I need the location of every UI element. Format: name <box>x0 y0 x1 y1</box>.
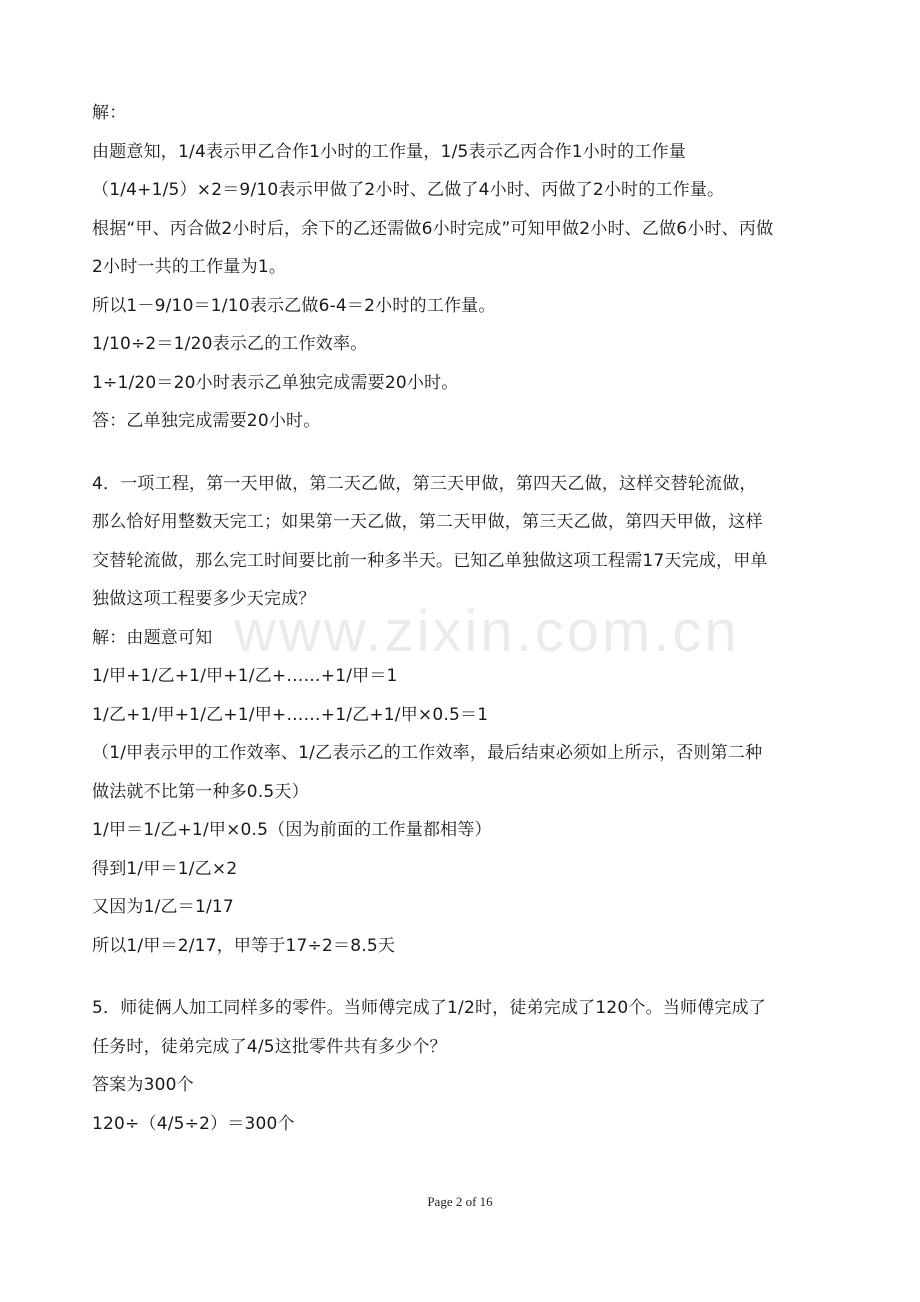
equation-line: 得到1/甲＝1/乙×2 <box>92 858 238 879</box>
section-4-problem <box>92 465 822 966</box>
text-line: 由题意知，1/4表示甲乙合作1小时的工作量，1/5表示乙丙合作1小时的工作量 <box>92 141 686 162</box>
question-line: 交替轮流做，那么完工时间要比前一种多半天。已知乙单独做这项工程需17天完成，甲单 <box>92 550 768 571</box>
text-line: 所以1－9/10＝1/10表示乙做6-4＝2小时的工作量。 <box>92 295 496 316</box>
equation-line: 120÷（4/5÷2）＝300个 <box>92 1113 295 1134</box>
text-line: 解： <box>92 103 127 123</box>
section-5-problem <box>92 989 822 1143</box>
text-line: 2小时一共的工作量为1。 <box>92 257 287 277</box>
question-line: 任务时，徒弟完成了4/5这批零件共有多少个？ <box>92 1036 447 1057</box>
text-line: （1/甲表示甲的工作效率、1/乙表示乙的工作效率，最后结束必须如上所示，否则第二种 <box>92 743 763 763</box>
question-line: 独做这项工程要多少天完成？ <box>92 589 316 609</box>
question-line: 5．师徒俩人加工同样多的零件。当师傅完成了1/2时，徒弟完成了120个。当师傅完成了 <box>92 998 767 1018</box>
document-body <box>92 94 822 1143</box>
text-line: 1/10÷2＝1/20表示乙的工作效率。 <box>92 334 368 354</box>
paragraph-gap <box>92 965 822 989</box>
answer-line: 答：乙单独完成需要20小时。 <box>92 411 321 431</box>
answer-line: 所以1/甲＝2/17，甲等于17÷2＝8.5天 <box>92 935 396 956</box>
text-line: 1÷1/20＝20小时表示乙单独完成需要20小时。 <box>92 372 459 393</box>
watermark: www.zixin.com.cn <box>234 599 740 664</box>
text-line: 做法就不比第一种多0.5天） <box>92 781 309 802</box>
equation-line: 1/甲＝1/乙+1/甲×0.5（因为前面的工作量都相等） <box>92 820 492 840</box>
equation-line: 1/甲+1/乙+1/甲+1/乙+……+1/甲＝1 <box>92 666 398 686</box>
equation-line: 1/乙+1/甲+1/乙+1/甲+……+1/乙+1/甲×0.5＝1 <box>92 704 489 725</box>
page-number: Page 2 of 16 <box>427 1194 493 1209</box>
paragraph-gap <box>92 441 822 465</box>
text-line: 根据“甲、丙合做2小时后，余下的乙还需做6小时完成”可知甲做2小时、乙做6小时、丙做 <box>92 218 774 239</box>
section-3-solution <box>92 94 822 441</box>
question-line: 4．一项工程，第一天甲做，第二天乙做，第三天甲做，第四天乙做，这样交替轮流做， <box>92 473 757 494</box>
text-line: （1/4+1/5）×2＝9/10表示甲做了2小时、乙做了4小时、丙做了2小时的工作量。 <box>92 180 725 200</box>
answer-line: 答案为300个 <box>92 1075 194 1095</box>
equation-line: 又因为1/乙＝1/17 <box>92 897 234 917</box>
text-line: 解：由题意可知 <box>92 627 213 648</box>
question-line: 那么恰好用整数天完工；如果第一天乙做，第二天甲做，第三天乙做，第四天甲做，这样 <box>92 512 763 532</box>
